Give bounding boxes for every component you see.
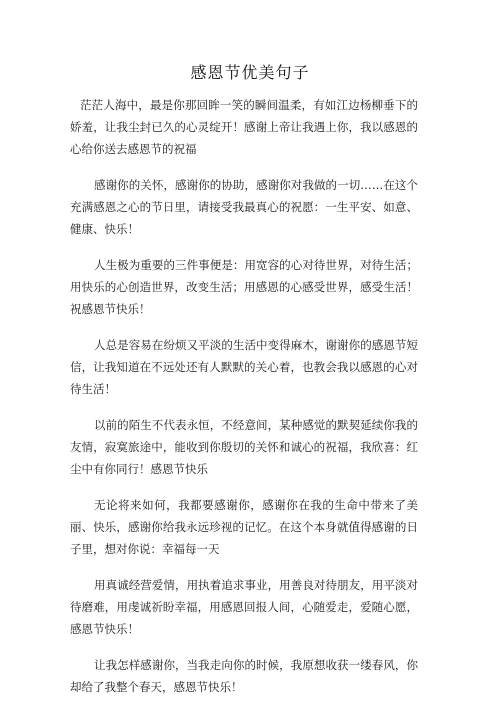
paragraph: 感谢你的关怀，感谢你的协助，感谢你对我做的一切……在这个充满感恩之心的节日里，请接受我最真心的祝愿：一生平安、如意、健康、快乐！ [70,178,418,236]
paragraph: 茫茫人海中，最是你那回眸一笑的瞬间温柔，有如江边杨柳垂下的娇羞，让我尘封已久的心灵绽开！感谢上帝让我遇上你，我以感恩的心给你送去感恩节的祝福 [70,98,418,156]
document-body [70,94,418,712]
paragraph: 人生极为重要的三件事便是：用宽容的心对待世界，对待生活；用快乐的心创造世界，改变生活；用感恩的心感受世界，感受生活！祝感恩节快乐！ [70,258,418,316]
paragraph: 人总是容易在纷烦又平淡的生活中变得麻木，谢谢你的感恩节短信，让我知道在不远处还有人默默的关心着，也教会我以感恩的心对待生活！ [70,338,418,396]
paragraph: 让我怎样感谢你，当我走向你的时候，我原想收获一缕春风，你却给了我整个春天，感恩节快乐！ [70,658,418,694]
paragraph: 以前的陌生不代表永恒，不经意间，某种感觉的默契延续你我的友情，寂寞旅途中，能收到你殷切的关怀和诚心的祝福，我欣喜：红尘中有你同行！感恩节快乐 [70,418,418,476]
paragraph: 用真诚经营爱情，用执着追求事业，用善良对待朋友，用平淡对待磨难，用虔诚祈盼幸福，用感恩回报人间，心随爱走，爱随心愿，感恩节快乐！ [70,578,418,636]
document-title: 感恩节优美句子 [190,63,310,82]
paragraph: 无论将来如何，我都要感谢你，感谢你在我的生命中带来了美丽、快乐，感谢你给我永远珍视的记忆。在这个本身就值得感谢的日子里，想对你说：幸福每一天 [70,498,418,556]
